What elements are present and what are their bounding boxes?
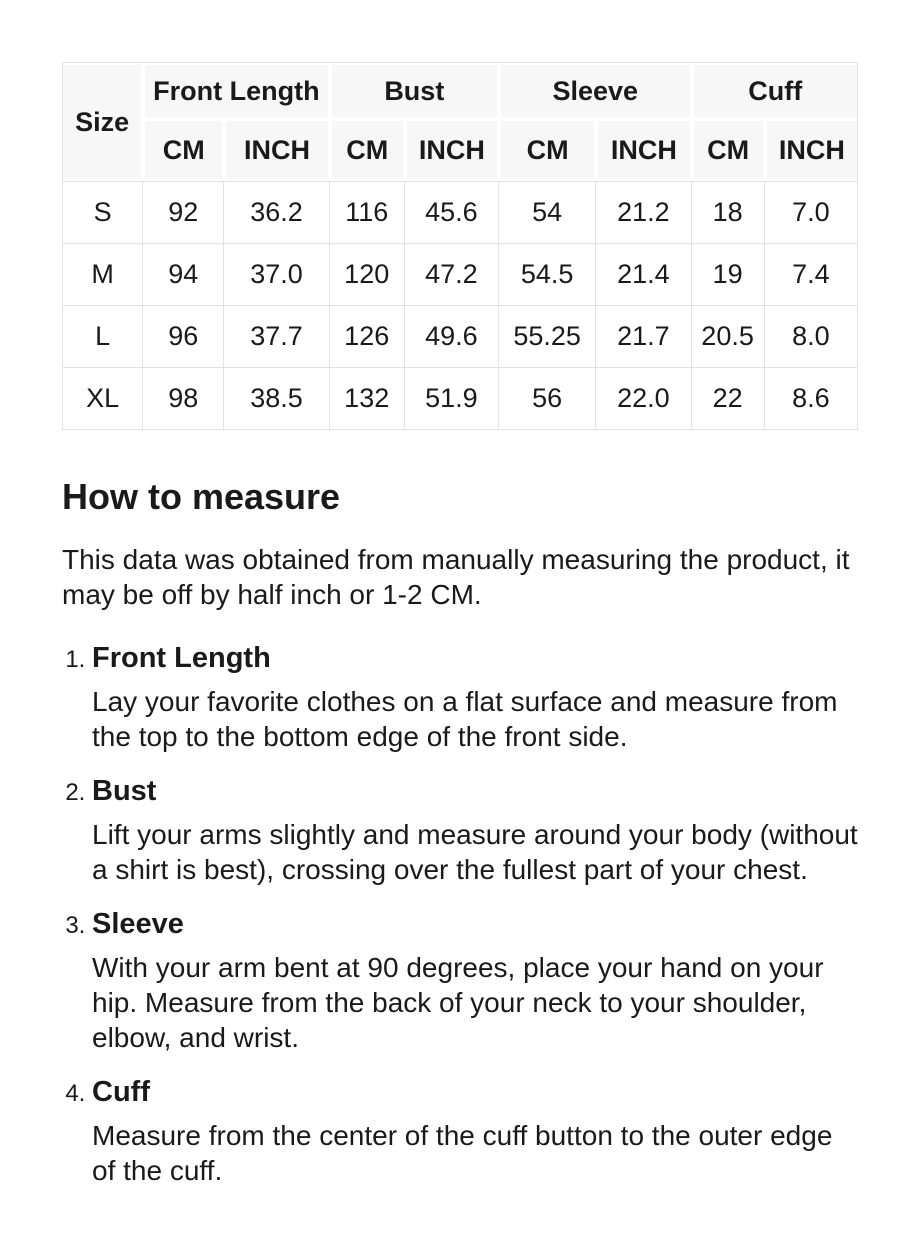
value-cell: 8.0 xyxy=(765,305,857,367)
step-title: 4. Cuff xyxy=(92,1076,150,1108)
value-cell: 94 xyxy=(143,243,224,305)
size-column-header: Size xyxy=(63,63,143,181)
size-cell: XL xyxy=(63,367,143,429)
section-title: How to measure xyxy=(62,476,341,517)
step-item-bust xyxy=(92,771,858,887)
size-chart-table xyxy=(63,63,857,429)
step-item-front-length xyxy=(92,638,858,754)
step-title: 3. Sleeve xyxy=(92,908,184,940)
value-cell: 116 xyxy=(330,181,405,243)
unit-header-bust-cm: CM xyxy=(330,119,405,181)
value-cell: 56 xyxy=(499,367,596,429)
table-group-header-row xyxy=(63,63,857,119)
table-row-l xyxy=(63,305,857,367)
value-cell: 132 xyxy=(330,367,405,429)
step-description: Lift your arms slightly and measure around your body (without a shirt is best), crossing over the fullest part of your chest. xyxy=(92,819,858,885)
step-title: 1. Front Length xyxy=(92,642,271,674)
value-cell: 54.5 xyxy=(499,243,596,305)
group-header-bust: Bust xyxy=(330,63,499,119)
size-cell: M xyxy=(63,243,143,305)
step-item-cuff xyxy=(92,1072,858,1188)
how-to-measure-section xyxy=(62,476,858,1188)
value-cell: 21.2 xyxy=(596,181,691,243)
group-header-cuff: Cuff xyxy=(692,63,858,119)
unit-header-cuff-cm: CM xyxy=(692,119,765,181)
value-cell: 47.2 xyxy=(405,243,499,305)
size-cell: S xyxy=(63,181,143,243)
value-cell: 18 xyxy=(692,181,765,243)
table-unit-header-row xyxy=(63,119,857,181)
step-description: Lay your favorite clothes on a flat surface and measure from the top to the bottom edge of the front side. xyxy=(92,686,838,752)
size-cell: L xyxy=(63,305,143,367)
value-cell: 45.6 xyxy=(405,181,499,243)
value-cell: 51.9 xyxy=(405,367,499,429)
value-cell: 120 xyxy=(330,243,405,305)
table-row-xl xyxy=(63,367,857,429)
value-cell: 22 xyxy=(692,367,765,429)
table-row-m xyxy=(63,243,857,305)
unit-header-front-length-cm: CM xyxy=(143,119,224,181)
value-cell: 98 xyxy=(143,367,224,429)
value-cell: 22.0 xyxy=(596,367,691,429)
value-cell: 54 xyxy=(499,181,596,243)
value-cell: 37.0 xyxy=(224,243,329,305)
value-cell: 21.7 xyxy=(596,305,691,367)
value-cell: 92 xyxy=(143,181,224,243)
value-cell: 55.25 xyxy=(499,305,596,367)
value-cell: 37.7 xyxy=(224,305,329,367)
value-cell: 19 xyxy=(692,243,765,305)
unit-header-sleeve-inch: INCH xyxy=(596,119,691,181)
value-cell: 8.6 xyxy=(765,367,857,429)
unit-header-bust-inch: INCH xyxy=(405,119,499,181)
value-cell: 20.5 xyxy=(692,305,765,367)
group-header-front-length: Front Length xyxy=(143,63,329,119)
value-cell: 7.4 xyxy=(765,243,857,305)
value-cell: 38.5 xyxy=(224,367,329,429)
step-description: With your arm bent at 90 degrees, place your hand on your hip. Measure from the back of your neck to your shoulder, elbow, and wrist. xyxy=(92,952,824,1053)
value-cell: 36.2 xyxy=(224,181,329,243)
unit-header-sleeve-cm: CM xyxy=(499,119,596,181)
unit-header-cuff-inch: INCH xyxy=(765,119,857,181)
value-cell: 126 xyxy=(330,305,405,367)
size-chart xyxy=(62,62,858,430)
value-cell: 96 xyxy=(143,305,224,367)
value-cell: 7.0 xyxy=(765,181,857,243)
step-item-sleeve xyxy=(92,904,858,1055)
unit-header-front-length-inch: INCH xyxy=(224,119,329,181)
value-cell: 49.6 xyxy=(405,305,499,367)
group-header-sleeve: Sleeve xyxy=(499,63,691,119)
table-row-s xyxy=(63,181,857,243)
step-description: Measure from the center of the cuff button to the outer edge of the cuff. xyxy=(92,1120,833,1186)
value-cell: 21.4 xyxy=(596,243,691,305)
measure-steps-list xyxy=(62,638,858,1188)
step-title: 2. Bust xyxy=(92,775,157,807)
section-intro: This data was obtained from manually measuring the product, it may be off by half inch or 1-2 CM. xyxy=(62,544,850,610)
